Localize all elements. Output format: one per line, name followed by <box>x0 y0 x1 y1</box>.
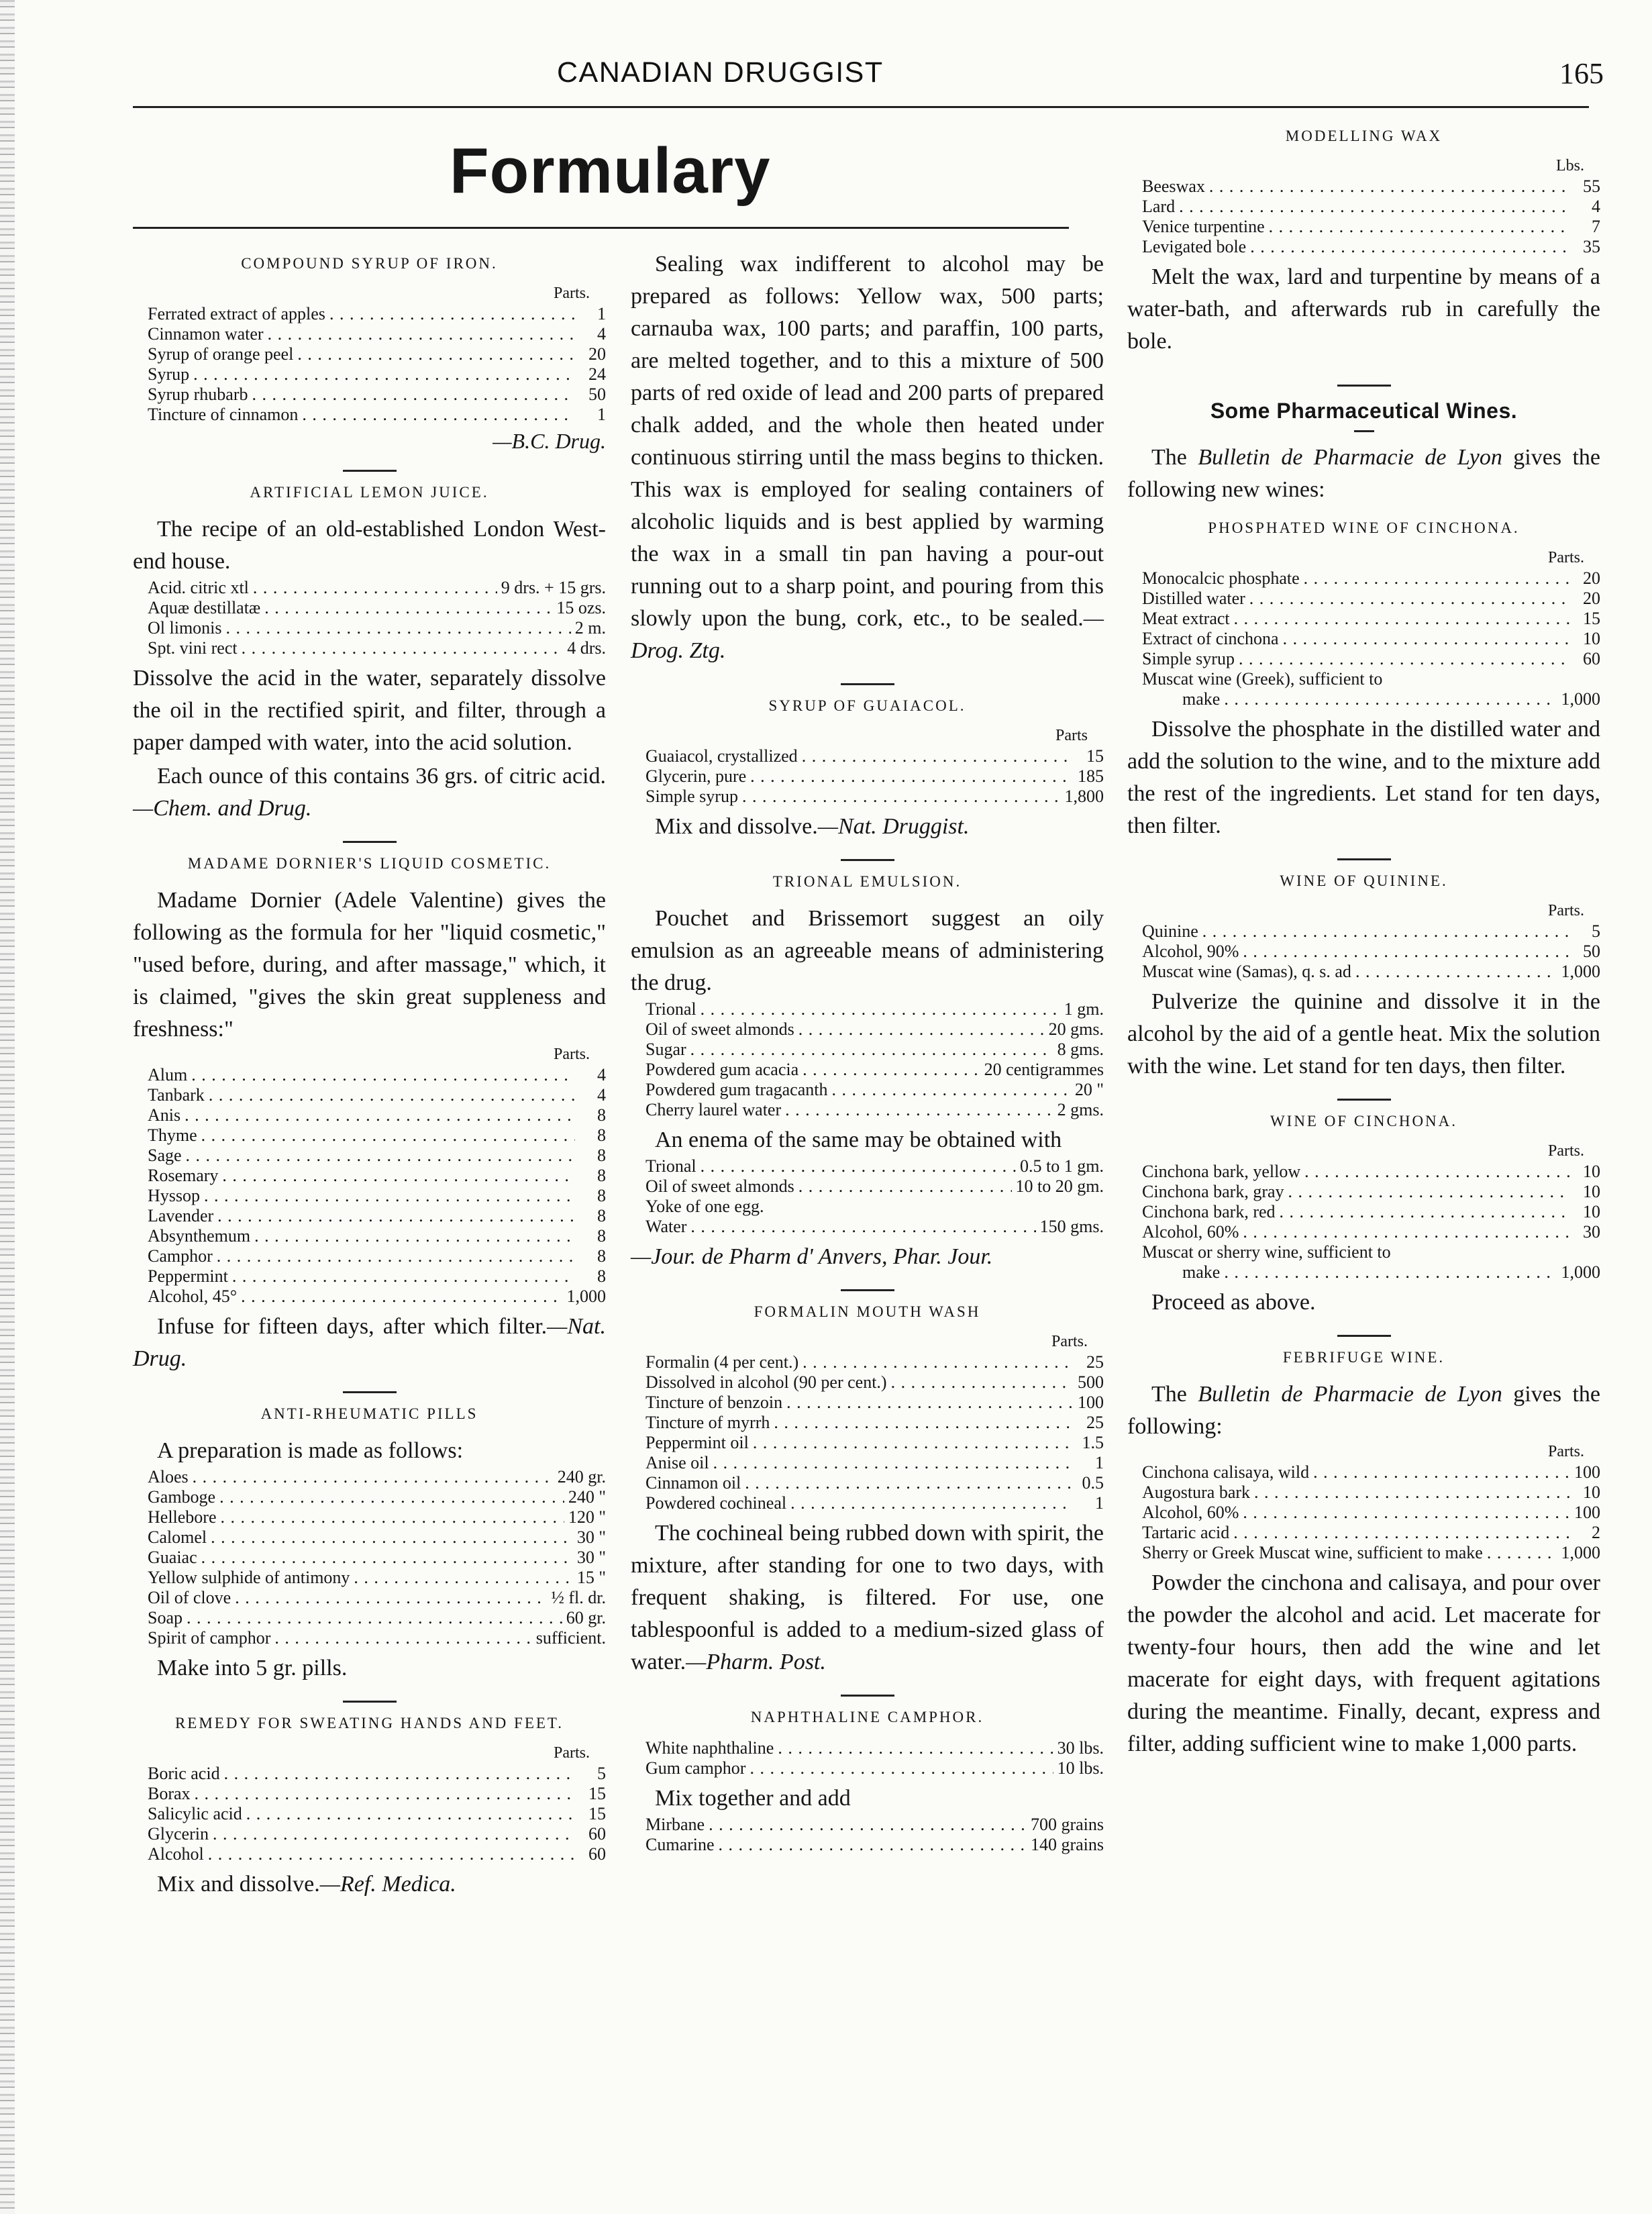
table-row: Tincture of benzoin . . . 100 <box>646 1393 1104 1413</box>
table-row: Powdered gum tragacanth . . . 20 " <box>646 1080 1104 1100</box>
table-row: Rosemary . . . 8 <box>148 1166 606 1186</box>
table-row: Lavender . . . 8 <box>148 1206 606 1226</box>
table-row: Ferrated extract of apples . . . 1 <box>148 304 606 324</box>
paragraph: The cochineal being rubbed down with spirit, the mixture, after standing for one to two days, with frequent shaking, is filtered. For use, one tablespoonful is added to a medium-sized glass of water.—Pharm. Post. <box>631 1521 1104 1674</box>
table-row: Monocalcic phosphate . . . 20 <box>1142 568 1600 589</box>
section-separator <box>343 1701 397 1703</box>
paragraph: Mix and dissolve.—Nat. Druggist. <box>655 814 970 839</box>
table-row: Anise oil . . . 1 <box>646 1453 1104 1473</box>
section-title: NAPHTHALINE CAMPHOR. <box>750 1709 984 1725</box>
paragraph: Madame Dornier (Adele Valentine) gives the following as the formula for her "liquid cosmetic," "used before, during, and after massage," which, it is claimed, "gives the skin great suppleness and freshness:" <box>133 888 606 1042</box>
page-title: Formulary <box>450 135 771 207</box>
table-row: Spt. vini rect . . . 4 drs. <box>148 638 606 658</box>
pharmaceutical-wines <box>1127 399 1600 506</box>
table-row: Peppermint oil . . . 1.5 <box>646 1433 1104 1453</box>
table-row: Cinchona bark, red . . . 10 <box>1142 1202 1600 1222</box>
table-row: Syrup rhubarb . . . 50 <box>148 385 606 405</box>
table-row: Acid. citric xtl . . . 9 drs. + 15 grs. <box>148 578 606 598</box>
table-row: Extract of cinchona . . . 10 <box>1142 629 1600 649</box>
table-header: Parts. <box>1051 1333 1088 1350</box>
table-row: Alcohol, 90% . . . 50 <box>1142 942 1600 962</box>
table-header: Parts. <box>1548 1443 1584 1460</box>
column-2 <box>631 248 1104 1859</box>
section-title: MODELLING WAX <box>1285 128 1443 144</box>
ingredient-table <box>1142 902 1600 982</box>
paragraph: The Bulletin de Pharmacie de Lyon gives the following new wines: <box>1127 445 1601 502</box>
compound-syrup-of-iron <box>133 255 606 454</box>
table-row: Salicylic acid . . . 15 <box>148 1804 606 1824</box>
table-row: Alcohol, 60% . . . 100 <box>1142 1503 1600 1523</box>
table-row: Quinine . . . 5 <box>1142 921 1600 942</box>
anti-rheumatic-pills <box>133 1405 606 1684</box>
table-row: Water . . . 150 gms. <box>646 1217 1104 1237</box>
table-row: Anis . . . 8 <box>148 1105 606 1125</box>
trional-emulsion <box>631 873 1104 1273</box>
title-rule <box>133 227 1069 229</box>
table-row: Simple syrup . . . 1,800 <box>646 787 1104 807</box>
table-row: Aloes . . . 240 gr. <box>148 1467 606 1487</box>
table-row: Trional . . . 0.5 to 1 gm. <box>646 1156 1104 1176</box>
ingredient-table <box>646 1156 1104 1237</box>
table-row: make . . . 1,000 <box>1142 1262 1600 1282</box>
table-row: Meat extract . . . 15 <box>1142 609 1600 629</box>
section-title: ANTI-RHEUMATIC PILLS <box>260 1405 478 1422</box>
table-row: Peppermint . . . 8 <box>148 1266 606 1287</box>
table-row: Camphor . . . 8 <box>148 1246 606 1266</box>
table-header: Parts. <box>1548 549 1584 566</box>
table-row: Cherry laurel water . . . 2 gms. <box>646 1100 1104 1120</box>
table-row: Thyme . . . 8 <box>148 1125 606 1146</box>
naphthaline-camphor <box>631 1709 1104 1855</box>
phosphated-wine-of-cinchona <box>1127 519 1600 842</box>
ingredient-table <box>148 285 606 425</box>
table-row: Oil of sweet almonds . . . 10 to 20 gm. <box>646 1176 1104 1197</box>
paragraph: Infuse for fifteen days, after which filter.—Nat. Drug. <box>133 1314 606 1371</box>
ingredient-table <box>646 727 1104 807</box>
table-row: make . . . 1,000 <box>1142 689 1600 709</box>
table-row: Soap . . . 60 gr. <box>148 1608 606 1628</box>
section-separator <box>343 1391 397 1393</box>
table-row: Formalin (4 per cent.) . . . 25 <box>646 1352 1104 1372</box>
paragraph: Sealing wax indifferent to alcohol may be prepared as follows: Yellow wax, 500 parts; carnauba wax, 100 parts; and paraffin, 100 parts, are melted together, and to this a mixture of 500 parts of red oxide of lead and 200 parts of prepared chalk added, and the whole then heated under continuous stirring until the mass begins to thicken. This wax is employed for sealing containers of alcoholic liquids and is best applied by warming the wax in a small tin pan having a pour-out running out to a sharp point, and pouring from this slowly upon the bung, cork, etc., to be sealed.—Drog. Ztg. <box>631 252 1104 663</box>
paragraph: Mix and dissolve.—Ref. Medica. <box>157 1872 456 1897</box>
column-3 <box>1127 128 1600 1760</box>
table-row: Alcohol, 45° . . . 1,000 <box>148 1287 606 1307</box>
paragraph: The Bulletin de Pharmacie de Lyon gives the following: <box>1127 1382 1601 1439</box>
section-separator <box>841 683 894 685</box>
table-row: Yoke of one egg. <box>646 1197 764 1216</box>
ingredient-table <box>646 1333 1104 1513</box>
section-title: SYRUP OF GUAIACOL. <box>768 697 966 714</box>
table-row: Tincture of myrrh . . . 25 <box>646 1413 1104 1433</box>
ingredient-table <box>1142 1142 1600 1282</box>
table-row: Levigated bole . . . 35 <box>1142 237 1600 257</box>
table-row: Hellebore . . . 120 " <box>148 1507 606 1527</box>
section-title: WINE OF QUININE. <box>1280 872 1448 889</box>
table-row: Alcohol, 60% . . . 30 <box>1142 1222 1600 1242</box>
table-row: Lard . . . 4 <box>1142 197 1600 217</box>
formalin-mouth-wash <box>631 1303 1104 1678</box>
table-row: Ol limonis . . . 2 m. <box>148 618 606 638</box>
ingredient-table <box>1142 1443 1600 1563</box>
table-row: Sugar . . . 8 gms. <box>646 1040 1104 1060</box>
table-row: Beeswax . . . 55 <box>1142 177 1600 197</box>
paragraph: The recipe of an old-established London West-end house. <box>133 517 606 574</box>
section-title: COMPOUND SYRUP OF IRON. <box>241 255 498 272</box>
page-binding-edge <box>0 0 15 2214</box>
table-row: Venice turpentine . . . 7 <box>1142 217 1600 237</box>
table-row: Glycerin . . . 60 <box>148 1824 606 1844</box>
section-title: FEBRIFUGE WINE. <box>1282 1349 1445 1366</box>
section-separator <box>1337 1335 1391 1337</box>
table-row: Borax . . . 15 <box>148 1784 606 1804</box>
table-row: Oil of sweet almonds . . . 20 gms. <box>646 1019 1104 1040</box>
ingredient-table <box>1142 157 1600 257</box>
table-row: Dissolved in alcohol (90 per cent.) . . . 500 <box>646 1372 1104 1393</box>
section-separator <box>841 1289 894 1291</box>
table-row: Boric acid . . . 5 <box>148 1764 606 1784</box>
table-row: Spirit of camphor . . . sufficient. <box>148 1628 606 1648</box>
table-header: Parts. <box>1548 902 1584 919</box>
sealing-wax <box>631 248 1104 667</box>
table-row: Guaiac . . . 30 " <box>148 1548 606 1568</box>
table-row: Simple syrup . . . 60 <box>1142 649 1600 669</box>
source-citation: —B.C. Drug. <box>493 429 606 453</box>
table-row: Tartaric acid . . . 2 <box>1142 1523 1600 1543</box>
header-rule <box>133 106 1589 108</box>
table-row: Trional . . . 1 gm. <box>646 999 1104 1019</box>
table-row: Cinchona bark, yellow . . . 10 <box>1142 1162 1600 1182</box>
table-row: Cinchona bark, gray . . . 10 <box>1142 1182 1600 1202</box>
table-row: Alum . . . 4 <box>148 1065 606 1085</box>
ingredient-table <box>1142 549 1600 709</box>
table-header: Parts. <box>1548 1142 1584 1160</box>
ingredient-table <box>646 1738 1104 1778</box>
table-row: Cinnamon oil . . . 0.5 <box>646 1473 1104 1493</box>
paragraph: An enema of the same may be obtained with <box>655 1127 1062 1152</box>
table-row: White naphthaline . . . 30 lbs. <box>646 1738 1104 1758</box>
section-separator <box>343 841 397 843</box>
table-row: Yellow sulphide of antimony . . . 15 " <box>148 1568 606 1588</box>
section-separator <box>1337 385 1391 387</box>
section-title: WINE OF CINCHONA. <box>1270 1113 1458 1129</box>
section-separator <box>343 470 397 472</box>
table-row: Tincture of cinnamon . . . 1 <box>148 405 606 425</box>
section-title: MADAME DORNIER'S LIQUID COSMETIC. <box>187 855 552 872</box>
table-row: Mirbane . . . 700 grains <box>646 1815 1104 1835</box>
paragraph: Dissolve the acid in the water, separately dissolve the oil in the rectified spirit, and filter, through a paper damped with water, into the acid solution. <box>133 666 606 755</box>
paragraph: Pulverize the quinine and dissolve it in the alcohol by the aid of a gentle heat. Mix the solution with the wine. Let stand for ten days, then filter. <box>1127 989 1600 1078</box>
ingredient-table <box>646 999 1104 1120</box>
section-separator <box>1337 1099 1391 1101</box>
table-row: Augostura bark . . . 10 <box>1142 1482 1600 1503</box>
table-row: Gum camphor . . . 10 lbs. <box>646 1758 1104 1778</box>
table-row: Guaiacol, crystallized . . . 15 <box>646 746 1104 766</box>
table-header: Parts. <box>554 1744 590 1762</box>
paragraph: Each ounce of this contains 36 grs. of citric acid.—Chem. and Drug. <box>133 764 606 821</box>
table-row: Alcohol . . . 60 <box>148 1844 606 1864</box>
source-citation: —Jour. de Pharm d' Anvers, Phar. Jour. <box>631 1244 993 1269</box>
paragraph: Melt the wax, lard and turpentine by means of a water-bath, and afterwards rub in carefully the bole. <box>1127 264 1600 354</box>
ingredient-table <box>148 1744 606 1864</box>
table-row: Sage . . . 8 <box>148 1146 606 1166</box>
running-header-title: CANADIAN DRUGGIST <box>557 56 884 89</box>
wine-of-cinchona <box>1127 1113 1600 1319</box>
table-row: Sherry or Greek Muscat wine, sufficient to make . . . 1,000 <box>1142 1543 1600 1563</box>
paragraph: Make into 5 gr. pills. <box>157 1656 348 1680</box>
paragraph: Powder the cinchona and calisaya, and pour over the powder the alcohol and acid. Let macerate for twenty-four hours, then add the wine and let macerate for eight days, with frequent agitations during the meantime. Finally, decant, express and filter, adding sufficient wine to make 1,000 parts. <box>1127 1570 1600 1756</box>
column-1 <box>133 248 606 1901</box>
section-title: ARTIFICIAL LEMON JUICE. <box>250 484 489 501</box>
section-separator <box>1337 858 1391 860</box>
table-row: Absynthemum . . . 8 <box>148 1226 606 1246</box>
febrifuge-wine <box>1127 1349 1600 1760</box>
table-header: Parts. <box>554 285 590 302</box>
wine-of-quinine <box>1127 872 1600 1083</box>
table-row: Syrup . . . 24 <box>148 364 606 385</box>
table-row: Cumarine . . . 140 grains <box>646 1835 1104 1855</box>
paragraph: Mix together and add <box>655 1786 851 1811</box>
paragraph: Proceed as above. <box>1151 1290 1316 1315</box>
table-row: Cinnamon water . . . 4 <box>148 324 606 344</box>
table-header: Parts. <box>554 1046 590 1063</box>
table-row: Oil of clove . . . ½ fl. dr. <box>148 1588 606 1608</box>
table-row: Powdered cochineal . . . 1 <box>646 1493 1104 1513</box>
table-row: Distilled water . . . 20 <box>1142 589 1600 609</box>
table-row: Syrup of orange peel . . . 20 <box>148 344 606 364</box>
table-row: Muscat or sherry wine, sufficient to <box>1142 1242 1391 1262</box>
table-row: Aquæ destillatæ . . . 15 ozs. <box>148 598 606 618</box>
section-separator <box>1354 430 1374 432</box>
section-title: PHOSPHATED WINE OF CINCHONA. <box>1208 519 1520 536</box>
ingredient-table <box>148 1046 606 1307</box>
table-row: Cinchona calisaya, wild . . . 100 <box>1142 1462 1600 1482</box>
table-row: Muscat wine (Greek), sufficient to <box>1142 669 1383 689</box>
paragraph: A preparation is made as follows: <box>157 1438 464 1463</box>
ingredient-table <box>148 578 606 658</box>
section-title: TRIONAL EMULSION. <box>772 873 962 890</box>
table-row: Hyssop . . . 8 <box>148 1186 606 1206</box>
table-header: Parts <box>1055 727 1088 744</box>
liquid-cosmetic <box>133 855 606 1375</box>
table-row: Powdered gum acacia . . . 20 centigrammes <box>646 1060 1104 1080</box>
modelling-wax <box>1127 128 1600 358</box>
section-separator <box>841 859 894 861</box>
table-row: Calomel . . . 30 " <box>148 1527 606 1548</box>
ingredient-table <box>646 1815 1104 1855</box>
syrup-of-guaiacol <box>631 697 1104 843</box>
table-header: Lbs. <box>1556 157 1584 174</box>
paragraph: Pouchet and Brissemort suggest an oily emulsion as an agreeable means of administering the drug. <box>631 906 1104 995</box>
remedy-sweating-hands <box>133 1715 606 1901</box>
article-title: Some Pharmaceutical Wines. <box>1210 399 1518 423</box>
table-row: Glycerin, pure . . . 185 <box>646 766 1104 787</box>
paragraph: Dissolve the phosphate in the distilled water and add the solution to the wine, and to the mixture add the rest of the ingredients. Let stand for ten days, then filter. <box>1127 717 1600 838</box>
artificial-lemon-juice <box>133 484 606 825</box>
section-separator <box>841 1695 894 1697</box>
table-row: Gamboge . . . 240 " <box>148 1487 606 1507</box>
section-title: REMEDY FOR SWEATING HANDS AND FEET. <box>174 1715 564 1731</box>
page-number: 165 <box>1559 57 1604 90</box>
table-row: Muscat wine (Samas), q. s. ad . . . 1,000 <box>1142 962 1600 982</box>
ingredient-table <box>148 1467 606 1648</box>
table-row: Tanbark . . . 4 <box>148 1085 606 1105</box>
section-title: FORMALIN MOUTH WASH <box>754 1303 981 1320</box>
